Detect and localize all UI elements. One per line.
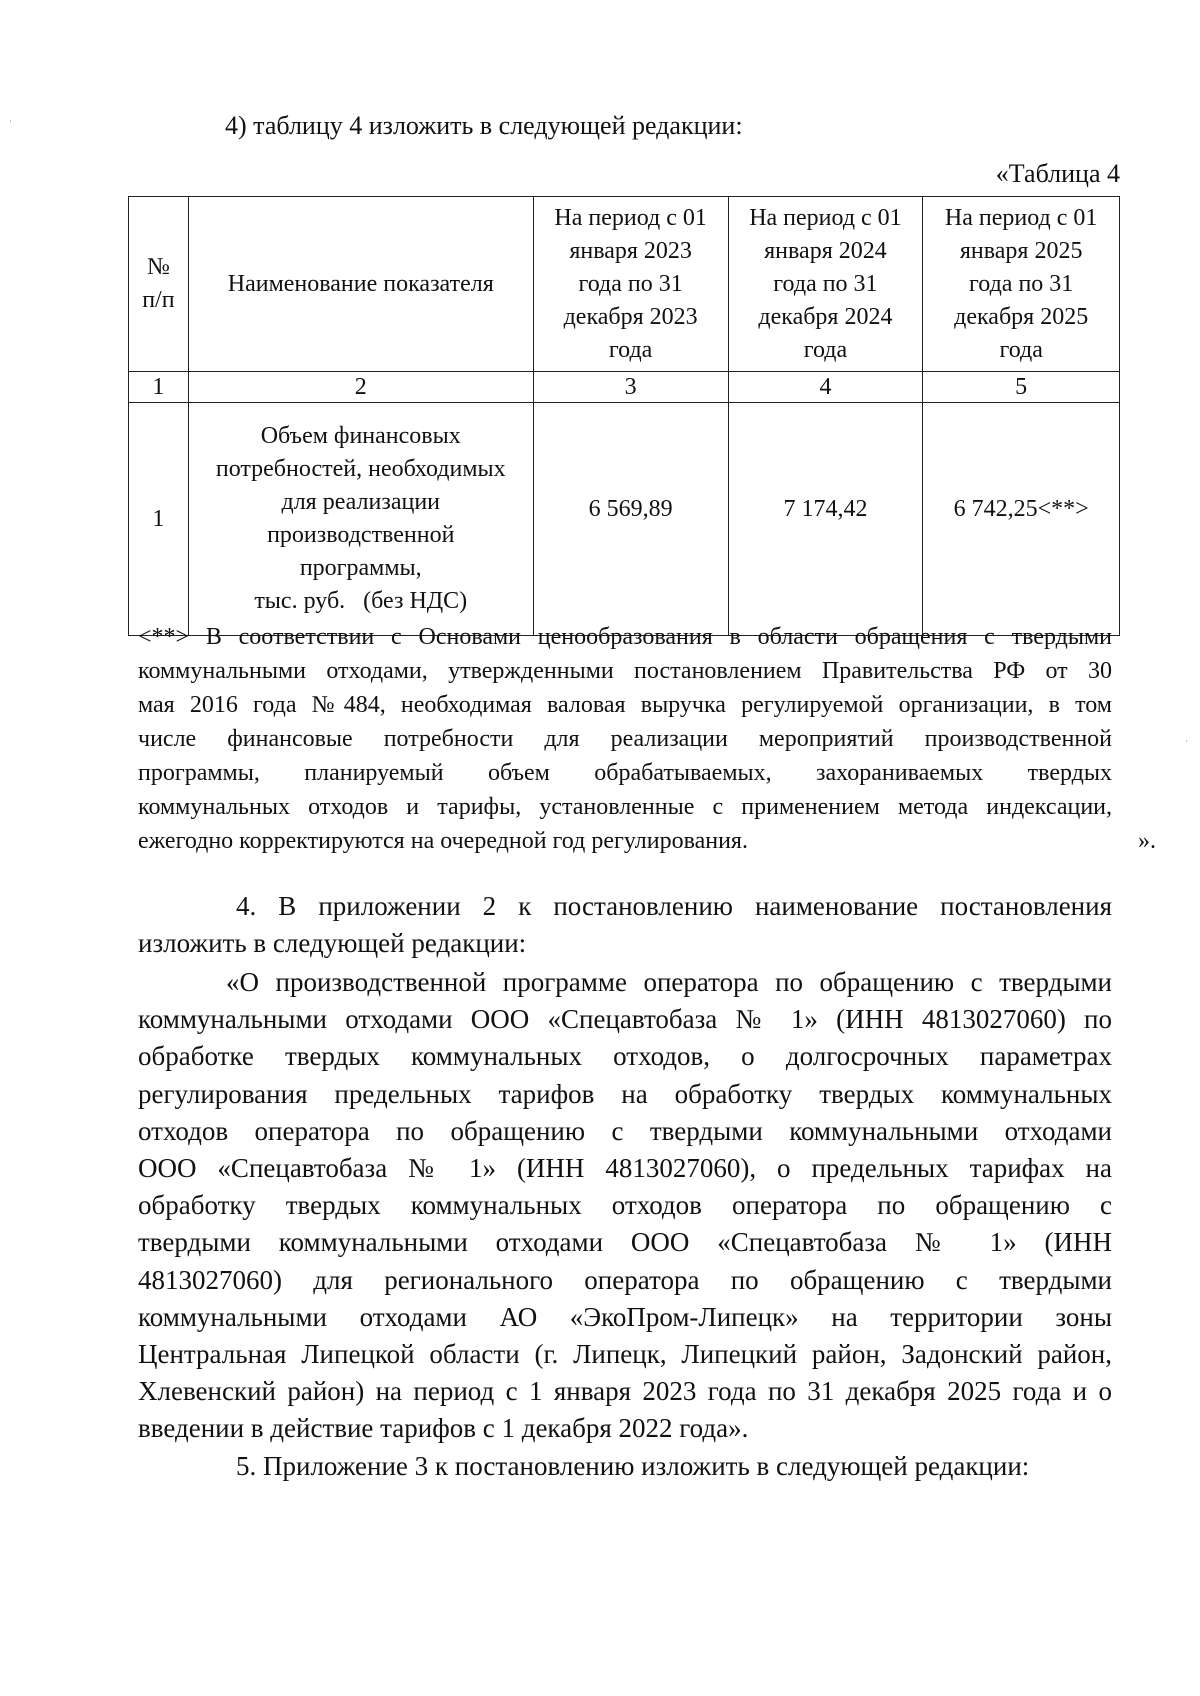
header-cell-2023: На период с 01 января 2023 года по 31 декабря 2023 года bbox=[533, 197, 728, 372]
paragraph-5: 5. Приложение 3 к постановлению изложить в следующей редакции: bbox=[236, 1451, 1030, 1481]
column-number: 2 bbox=[188, 372, 533, 403]
footnote-closing-quote: ». bbox=[1138, 828, 1156, 854]
paragraph-4-quote: «О производственной программе оператора по обращению с твердыми коммунальными отходами ООО «Спецавтобаза № 1» (ИНН 4813027060) по обработке твердых коммунальных отходов, о долгосрочных параметрах регулирования предельных тарифов на обработку твердых коммунальных отходов оператора по обращению с твердыми коммунальными отходами ООО «Спецавтобаза № 1» (ИНН 4813027060), о предельных тарифах на обработку твердых коммунальных отходов оператора по обращению с твердыми коммунальными отходами ООО «Спецавтобаза № 1» (ИНН 4813027060) для регионального оператора по обращению с твердыми коммунальными отходами АО «ЭкоПром-Липецк» на территории зоны Центральная Липецкой области (г. Липецк, Липецкий район, Задонский район, Хлевенский район) на период с 1 января 2023 года по 31 декабря 2025 года и о введении в действие тарифов с 1 декабря 2022 года». bbox=[138, 967, 1112, 1444]
header-cell-number: № п/п bbox=[129, 197, 189, 372]
scan-mark bbox=[1186, 740, 1187, 742]
table-column-numbers-row bbox=[129, 372, 1120, 403]
column-number: 3 bbox=[533, 372, 728, 403]
paragraph-4: 4. В приложении 2 к постановлению наименование постановления изложить в следующей редакции: bbox=[138, 891, 1112, 959]
header-cell-indicator: Наименование показателя bbox=[188, 197, 533, 372]
scan-mark bbox=[10, 120, 11, 122]
row-number: 1 bbox=[129, 403, 189, 636]
table-header-row bbox=[129, 197, 1120, 372]
intro-line: 4) таблицу 4 изложить в следующей редакции: bbox=[225, 111, 743, 140]
footnote: <**> В соответствии с Основами ценообразования в области обращения с твердыми коммунальными отходами, утвержденными постановлением Правительства РФ от 30 мая 2016 года №484, необходимая валовая выручка регулируемой организации, в том числе финансовые потребности для реализации мероприятий производственной программы, планируемый объем обрабатываемых, захораниваемых твердых коммунальных отходов и тарифы, установленные с применением метода индексации, ежегодно корректируются на очередной год регулирования. bbox=[138, 624, 1112, 854]
column-number: 4 bbox=[728, 372, 923, 403]
column-number: 1 bbox=[129, 372, 189, 403]
table-row bbox=[129, 403, 1120, 636]
value-2023: 6 569,89 bbox=[533, 403, 728, 636]
column-number: 5 bbox=[923, 372, 1120, 403]
header-cell-2025: На период с 01 января 2025 года по 31 декабря 2025 года bbox=[923, 197, 1120, 372]
header-cell-2024: На период с 01 января 2024 года по 31 декабря 2024 года bbox=[728, 197, 923, 372]
table-4 bbox=[128, 196, 1120, 636]
value-2024: 7 174,42 bbox=[728, 403, 923, 636]
value-2025: 6 742,25<**> bbox=[923, 403, 1120, 636]
table-caption: «Таблица 4 bbox=[995, 159, 1120, 188]
row-indicator-name: Объем финансовых потребностей, необходимых для реализации производственной программы, тыс. руб. (без НДС) bbox=[188, 403, 533, 636]
